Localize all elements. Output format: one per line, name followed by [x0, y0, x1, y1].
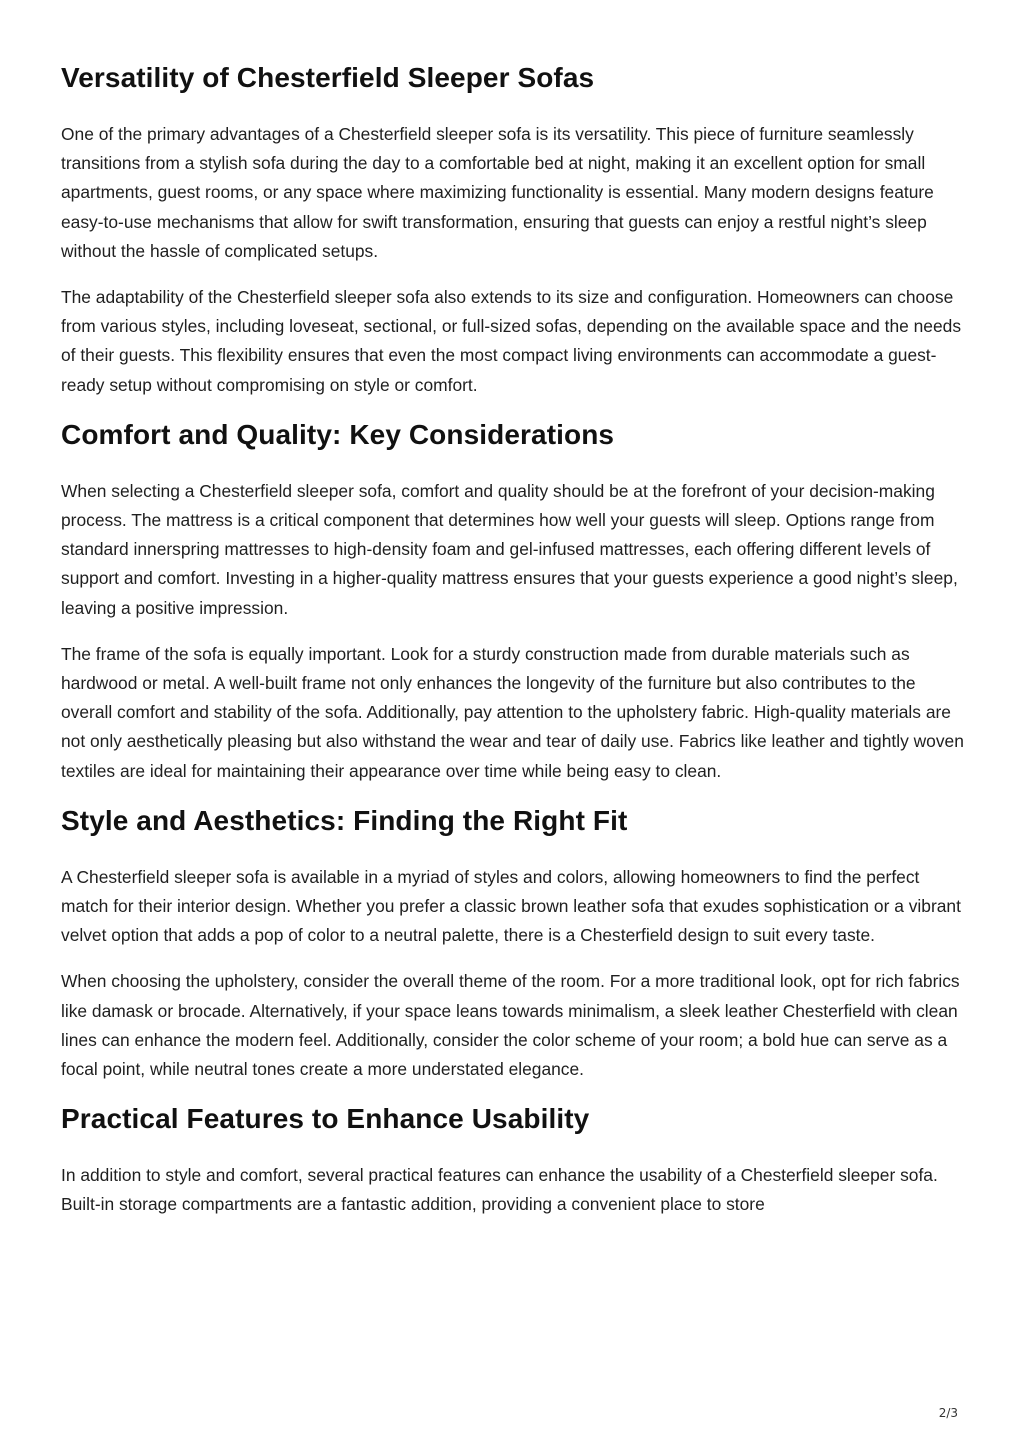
section-versatility: [61, 60, 971, 400]
section-practical-features: [61, 1101, 971, 1219]
section-heading: Comfort and Quality: Key Considerations: [61, 418, 615, 450]
paragraph: The adaptability of the Chesterfield sleeper sofa also extends to its size and configuration. Homeowners can choose from various styles, including loveseat, sectional, or full-sized sofas, depending on the available space and the needs of their guests. This flexibility ensures that even the most compact living environments can accommodate a guest-ready setup without compromising on style or comfort.: [61, 287, 962, 395]
paragraph: One of the primary advantages of a Chesterfield sleeper sofa is its versatility. This piece of furniture seamlessly transitions from a stylish sofa during the day to a comfortable bed at night, making it an excellent option for small apartments, guest rooms, or any space where maximizing functionality is essential. Many modern designs feature easy-to-use mechanisms that allow for swift transformation, ensuring that guests can enjoy a restful night’s sleep without the hassle of complicated setups.: [61, 124, 934, 261]
paragraph: A Chesterfield sleeper sofa is available in a myriad of styles and colors, allowing homeowners to find the perfect match for their interior design. Whether you prefer a classic brown leather sofa that exudes sophistication or a vibrant velvet option that adds a pop of color to a neutral palette, there is a Chesterfield design to suit every taste.: [61, 866, 961, 946]
paragraph: The frame of the sofa is equally important. Look for a sturdy construction made from durable materials such as hardwood or metal. A well-built frame not only enhances the longevity of the furniture but also contributes to the overall comfort and stability of the sofa. Additionally, pay attention to the upholstery fabric. High-quality materials are not only aesthetically pleasing but also withstand the wear and tear of daily use. Fabrics like leather and tightly woven textiles are ideal for maintaining their appearance over time while being easy to clean.: [61, 643, 964, 781]
page-number: 2/3: [938, 1406, 958, 1420]
section-heading: Style and Aesthetics: Finding the Right Fit: [61, 804, 628, 836]
document-page: [61, 60, 971, 1237]
section-style-aesthetics: [61, 803, 971, 1084]
paragraph: When choosing the upholstery, consider the overall theme of the room. For a more traditional look, opt for rich fabrics like damask or brocade. Alternatively, if your space leans towards minimalism, a sleek leather Chesterfield with clean lines can enhance the modern feel. Additionally, consider the color scheme of your room; a bold hue can serve as a focal point, while neutral tones create a more understated elegance.: [61, 971, 960, 1080]
paragraph: When selecting a Chesterfield sleeper sofa, comfort and quality should be at the forefront of your decision-making process. The mattress is a critical component that determines how well your guests will sleep. Options range from standard innerspring mattresses to high-density foam and gel-infused mattresses, each offering different levels of support and comfort. Investing in a higher-quality mattress ensures that your guests experience a good night’s sleep, leaving a positive impression.: [61, 480, 958, 618]
section-heading: Versatility of Chesterfield Sleeper Sofas: [61, 62, 595, 93]
section-comfort-quality: [61, 417, 971, 786]
paragraph: In addition to style and comfort, several practical features can enhance the usability of a Chesterfield sleeper sofa. Built-in storage compartments are a fantastic addition, providing a convenient place to store: [61, 1165, 938, 1215]
section-heading: Practical Features to Enhance Usability: [61, 1103, 590, 1135]
